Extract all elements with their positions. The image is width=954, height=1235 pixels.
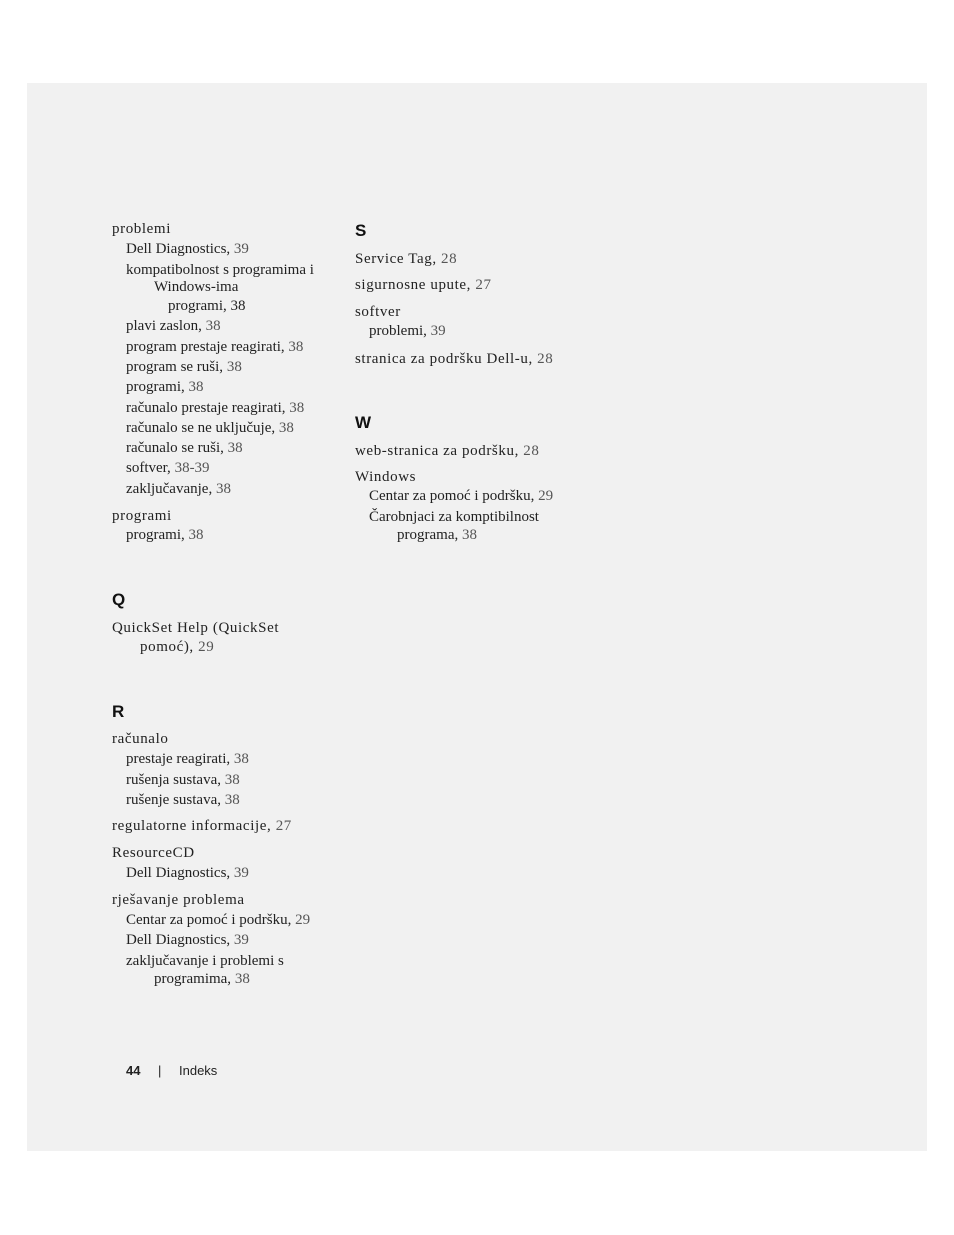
index-subentry: Dell Diagnostics, 39 [126, 932, 249, 948]
index-subentry: računalo se ne uključuje, 38 [126, 420, 294, 436]
index-entry-racunalo: računalo [112, 731, 169, 747]
index-subentry: računalo prestaje reagirati, 38 [126, 400, 305, 416]
index-subentry: programi, 38 [126, 527, 204, 543]
footer-section-title: Indeks [179, 1063, 218, 1078]
index-entry-programi: programi [112, 508, 172, 524]
index-subentry: kompatibolnost s programima i [126, 262, 314, 278]
index-subentry: Dell Diagnostics, 39 [126, 865, 249, 881]
index-subentry: program se ruši, 38 [126, 359, 242, 375]
index-entry-regulatorne: regulatorne informacije, 27 [112, 818, 292, 834]
index-subentry: Čarobnjaci za komptibilnost [369, 509, 539, 525]
index-subentry-continuation: Windows-ima [154, 279, 239, 295]
index-subentry: rušenja sustava, 38 [126, 772, 240, 788]
index-subentry: plavi zaslon, 38 [126, 318, 221, 334]
index-entry-windows: Windows [355, 469, 417, 485]
index-subentry-continuation: programima, 38 [154, 971, 250, 987]
index-subentry: rušenje sustava, 38 [126, 792, 240, 808]
index-entry-service-tag: Service Tag, 28 [355, 251, 458, 267]
index-entry-quickset: QuickSet Help (QuickSet [112, 620, 280, 636]
section-letter-w: W [355, 413, 372, 432]
document-page [27, 83, 927, 1151]
index-entry-stranica: stranica za podršku Dell-u, 28 [355, 351, 554, 367]
index-subentry: programi, 38 [126, 379, 204, 395]
index-subentry: zaključavanje i problemi s [126, 953, 284, 969]
footer-separator: | [158, 1063, 162, 1078]
index-subentry: prestaje reagirati, 38 [126, 751, 249, 767]
index-subentry: program prestaje reagirati, 38 [126, 339, 304, 355]
index-entry-softver: softver [355, 304, 401, 320]
section-letter-q: Q [112, 590, 126, 609]
index-subentry: problemi, 39 [369, 323, 446, 339]
section-letter-s: S [355, 221, 367, 240]
index-subentry-continuation: programa, 38 [397, 527, 477, 543]
index-subentry: računalo se ruši, 38 [126, 440, 243, 456]
index-subentry: zaključavanje, 38 [126, 481, 231, 497]
index-entry-problemi: problemi [112, 221, 171, 237]
index-entry-web-stranica: web-stranica za podršku, 28 [355, 443, 540, 459]
index-subentry: Dell Diagnostics, 39 [126, 241, 249, 257]
index-subentry: softver, 38-39 [126, 460, 210, 476]
index-entry-sigurnosne: sigurnosne upute, 27 [355, 277, 492, 293]
index-entry-resourcecd: ResourceCD [112, 845, 195, 861]
index-entry-rjesavanje: rješavanje problema [112, 892, 245, 908]
index-subentry: Centar za pomoć i podršku, 29 [369, 488, 554, 504]
section-letter-r: R [112, 702, 125, 721]
page-number: 44 [126, 1063, 141, 1078]
index-subentry-continuation: programi, 38 [168, 298, 246, 314]
index-subentry: Centar za pomoć i podršku, 29 [126, 912, 311, 928]
index-entry-continuation: pomoć), 29 [140, 639, 215, 655]
